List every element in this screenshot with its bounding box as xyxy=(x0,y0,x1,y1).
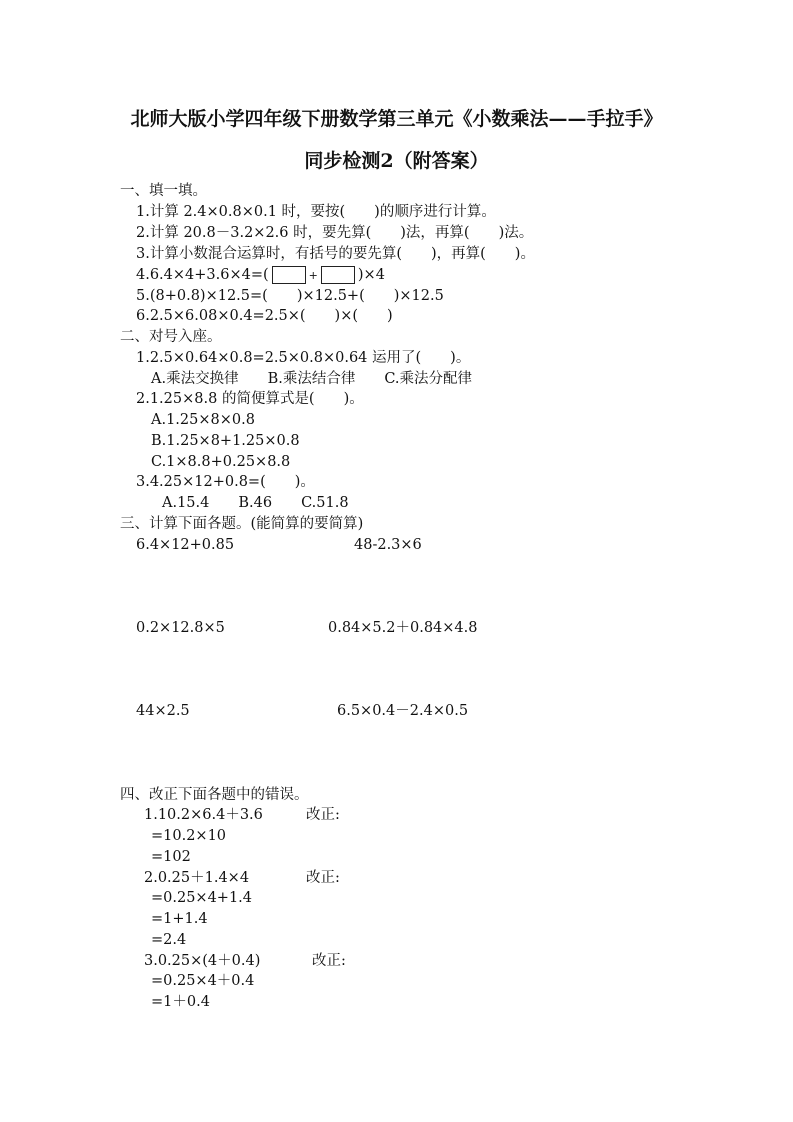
expression-3: 0.2×12.8×5 xyxy=(136,620,225,636)
problem-1-correction-label: 改正: xyxy=(306,807,340,823)
problem-3-line-1: 3.0.25×(4＋0.4) xyxy=(144,953,261,969)
problem-2-line-2: =0.25×4+1.4 xyxy=(151,890,253,906)
section-2-heading: 二、对号入座。 xyxy=(120,329,222,345)
section-1-question-2: 2.计算 20.8－3.2×2.6 时，要先算( )法，再算( )法。 xyxy=(136,225,534,241)
problem-2-line-4: =2.4 xyxy=(151,932,187,948)
problem-2-correction-label: 改正: xyxy=(306,870,340,886)
section-2-question-2-option-c: C.1×8.8+0.25×8.8 xyxy=(151,454,291,470)
expression-2: 48-2.3×6 xyxy=(354,537,422,553)
problem-3-line-2: =0.25×4＋0.4 xyxy=(151,973,255,989)
expression-4: 0.84×5.2＋0.84×4.8 xyxy=(328,620,478,636)
problem-2-line-3: =1+1.4 xyxy=(151,911,208,927)
problem-1-line-2: =10.2×10 xyxy=(151,828,227,844)
section-2-question-3-options: A.15.4 B.46 C.51.8 xyxy=(162,495,349,511)
expression-5: 44×2.5 xyxy=(136,703,190,719)
answer-box-1 xyxy=(272,266,306,284)
question-4-suffix: )×4 xyxy=(357,267,385,283)
section-2-question-2: 2.1.25×8.8 的简便算式是( )。 xyxy=(136,391,364,407)
section-1-question-3: 3.计算小数混合运算时，有括号的要先算( )，再算( )。 xyxy=(136,246,535,262)
section-4-heading: 四、改正下面各题中的错误。 xyxy=(120,787,309,803)
problem-1-line-3: =102 xyxy=(151,849,191,865)
problem-3-correction-label: 改正: xyxy=(312,953,346,969)
section-1-question-5: 5.(8+0.8)×12.5=( )×12.5+( )×12.5 xyxy=(136,288,444,304)
question-4-prefix: 4.6.4×4+3.6×4=( xyxy=(136,267,269,283)
section-2-question-2-option-b: B.1.25×8+1.25×0.8 xyxy=(151,433,300,449)
document-subtitle: 同步检测2（附答案） xyxy=(304,150,489,172)
section-2-question-2-option-a: A.1.25×8×0.8 xyxy=(151,412,255,428)
answer-box-2 xyxy=(321,266,355,284)
expression-6: 6.5×0.4－2.4×0.5 xyxy=(337,703,469,719)
expression-1: 6.4×12+0.85 xyxy=(136,537,235,553)
section-3-heading: 三、计算下面各题。(能简算的要简算) xyxy=(120,516,364,532)
problem-2-line-1: 2.0.25＋1.4×4 xyxy=(144,870,250,886)
section-1-question-1: 1.计算 2.4×0.8×0.1 时，要按( )的顺序进行计算。 xyxy=(136,204,496,220)
section-2-question-1: 1.2.5×0.64×0.8=2.5×0.8×0.64 运用了( )。 xyxy=(136,350,471,366)
section-1-question-6: 6.2.5×6.08×0.4=2.5×( )×( ) xyxy=(136,308,393,324)
document-title: 北师大版小学四年级下册数学第三单元《小数乘法——手拉手》 xyxy=(130,108,663,130)
section-2-question-3: 3.4.25×12+0.8=( )。 xyxy=(136,474,315,490)
problem-3-line-3: =1＋0.4 xyxy=(151,994,210,1010)
section-1-question-4 xyxy=(136,266,385,285)
plus-sign: + xyxy=(308,269,318,282)
section-1-heading: 一、填一填。 xyxy=(120,183,207,199)
section-2-question-1-options: A.乘法交换律 B.乘法结合律 C.乘法分配律 xyxy=(151,371,473,387)
problem-1-line-1: 1.10.2×6.4＋3.6 xyxy=(144,807,263,823)
